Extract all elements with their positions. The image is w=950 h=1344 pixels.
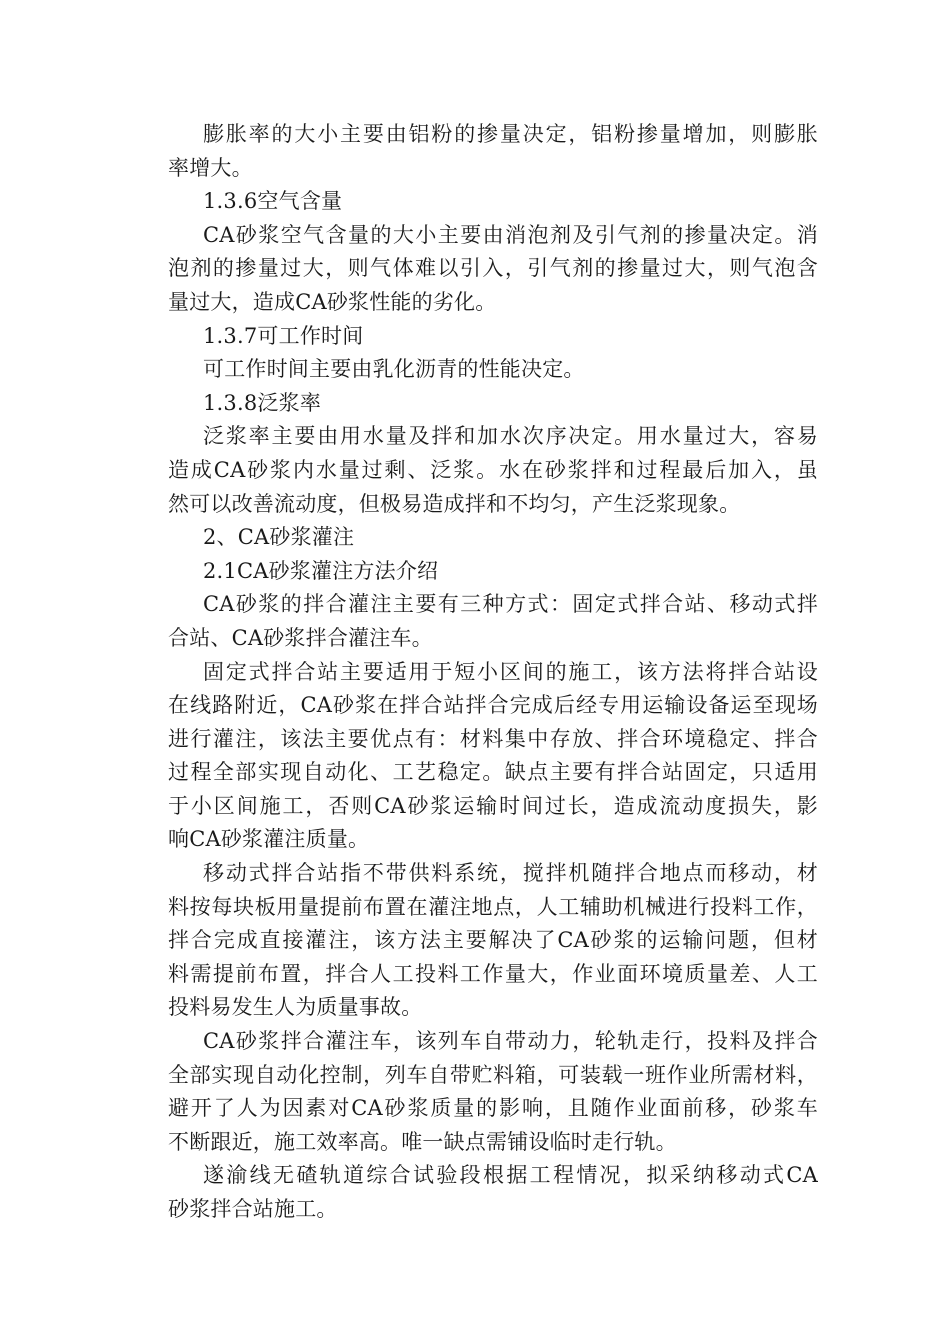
text-line: 不断跟近，施工效率高。唯一缺点需铺设临时走行轨。 — [168, 1129, 677, 1154]
text-line: 移动式拌合站指不带供料系统，搅拌机随拌合地点而移动，材 — [203, 861, 818, 886]
text-line: 遂渝线无碴轨道综合试验段根据工程情况，拟采纳移动式CA — [203, 1163, 818, 1188]
text-line: 投料易发生人为质量事故。 — [168, 995, 423, 1020]
text-line: 2.1CA砂浆灌注方法介绍 — [203, 558, 439, 583]
text-line: 1.3.6空气含量 — [203, 189, 343, 214]
text-line: 1.3.7可工作时间 — [203, 323, 364, 348]
text-line: 量过大，造成CA砂浆性能的劣化。 — [168, 289, 497, 314]
text-line: 膨胀率的大小主要由铝粉的掺量决定，铝粉掺量增加，则膨胀 — [203, 122, 818, 146]
text-line: 合站、CA砂浆拌合灌注车。 — [168, 625, 433, 650]
text-line: 于小区间施工，否则CA砂浆运输时间过长，造成流动度损失，影 — [168, 793, 818, 818]
text-line: 1.3.8泛浆率 — [203, 390, 322, 415]
text-line: CA砂浆空气含量的大小主要由消泡剂及引气剂的掺量决定。消 — [203, 222, 818, 247]
text-line: 拌合完成直接灌注，该方法主要解决了CA砂浆的运输问题，但材 — [168, 928, 818, 953]
text-line: 泛浆率主要由用水量及拌和加水次序决定。用水量过大，容易 — [203, 424, 818, 449]
text-line: 泡剂的掺量过大，则气体难以引入，引气剂的掺量过大，则气泡含 — [168, 256, 818, 281]
text-line: CA砂浆的拌合灌注主要有三种方式：固定式拌合站、移动式拌 — [203, 592, 818, 617]
text-line: 然可以改善流动度，但极易造成拌和不均匀，产生泛浆现象。 — [168, 491, 741, 516]
text-line: 率增大。 — [168, 155, 253, 180]
text-line: 避开了人为因素对CA砂浆质量的影响，且随作业面前移，砂浆车 — [168, 1096, 818, 1121]
text-line: 响CA砂浆灌注质量。 — [168, 827, 370, 852]
document-body — [168, 118, 818, 1227]
text-line: 过程全部实现自动化、工艺稳定。缺点主要有拌合站固定，只适用 — [168, 760, 818, 785]
text-line: 进行灌注，该法主要优点有：材料集中存放、拌合环境稳定、拌合 — [168, 726, 818, 751]
text-line: 在线路附近，CA砂浆在拌合站拌合完成后经专用运输设备运至现场 — [168, 693, 818, 718]
text-line: 固定式拌合站主要适用于短小区间的施工，该方法将拌合站设 — [203, 659, 818, 684]
text-line: 料按每块板用量提前布置在灌注地点，人工辅助机械进行投料工作， — [168, 894, 818, 919]
text-line: 料需提前布置，拌合人工投料工作量大，作业面环境质量差、人工 — [168, 961, 818, 986]
text-line: CA砂浆拌合灌注车，该列车自带动力，轮轨走行，投料及拌合 — [203, 1029, 818, 1054]
text-line: 造成CA砂浆内水量过剩、泛浆。水在砂浆拌和过程最后加入，虽 — [168, 457, 818, 482]
text-line: 2、CA砂浆灌注 — [203, 525, 355, 550]
text-line: 全部实现自动化控制，列车自带贮料箱，可装载一班作业所需材料， — [168, 1062, 818, 1087]
text-line: 砂浆拌合站施工。 — [168, 1197, 338, 1221]
text-line: 可工作时间主要由乳化沥青的性能决定。 — [203, 357, 585, 382]
